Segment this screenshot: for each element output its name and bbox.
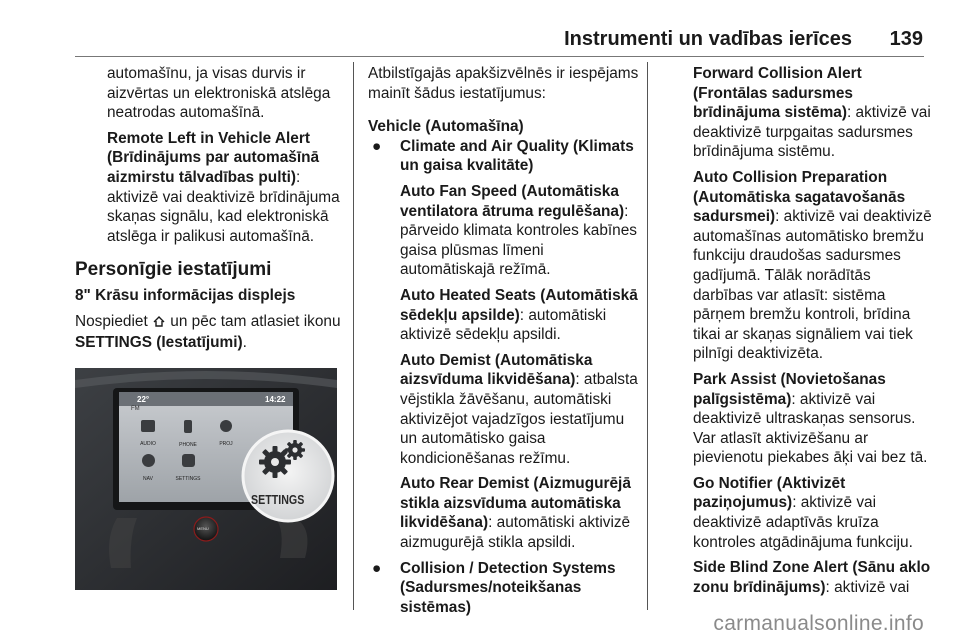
subsection-title: 8" Krāsu informācijas displejs xyxy=(75,286,296,304)
collision-bullet xyxy=(368,559,640,618)
app-projection-label: PROJ xyxy=(219,441,233,447)
app-nav[interactable] xyxy=(137,454,159,485)
zoom-settings-label: SETTINGS xyxy=(251,492,305,507)
rear-demist-desc: : automātiski aktivizē aizmugurējā stikla apsildi. xyxy=(400,514,631,552)
rear-demist-term: Auto Rear Demist (Aizmugurējā stikla aizsvīduma automātiska likvidēšana) xyxy=(400,475,631,532)
instruction-text-b: un pēc tam atlasiet ikonu xyxy=(166,312,341,330)
bullet-dot: ● xyxy=(372,137,382,155)
instruction-text-end: . xyxy=(242,334,247,352)
fan-term: Auto Fan Speed (Automātiska ventilatora ātruma regulēšana) xyxy=(400,182,625,220)
acp-entry xyxy=(693,168,933,364)
phone-icon xyxy=(184,420,192,433)
park-desc: : aktivizē vai deaktivizē ultraskaņas sensorus. Var atlasīt aktivizēšanu ar pievienotu piekabes āķi vai bez tā. xyxy=(693,390,928,467)
seats-entry xyxy=(368,286,640,345)
page-header xyxy=(0,0,960,60)
instruction-text-a: Nospiediet xyxy=(75,312,152,330)
column-1 xyxy=(75,64,343,359)
rear-demist-entry xyxy=(368,474,640,552)
screen-time: 14:22 xyxy=(265,395,286,404)
audio-icon xyxy=(141,420,155,432)
remote-alert-term: Remote Left in Vehicle Alert (Brīdinājums par automašīnā aizmirstu tālvadības pulti) xyxy=(107,129,320,186)
seats-desc: : automātiski aktivizē sēdekļu apsildi. xyxy=(400,306,607,344)
gear-icon xyxy=(255,436,311,485)
app-phone-label: PHONE xyxy=(179,442,197,448)
screen-temp: 22° xyxy=(137,395,150,404)
paragraph-continuation: automašīnu, ja visas durvis ir aizvērtas un elektroniskā atslēga neatrodas automašīnā. xyxy=(107,65,331,122)
fan-entry xyxy=(368,182,640,280)
demist-entry xyxy=(368,351,640,469)
app-phone[interactable] xyxy=(177,420,199,451)
go-desc: : aktivizē vai deaktivizē adaptīvās kruīza kontroles atgādinājuma funkciju. xyxy=(693,494,913,551)
nav-icon xyxy=(142,454,155,467)
intro-paragraph: Atbilstīgajās apakšizvēlnēs ir iespējams mainīt šādus iestatījumus: xyxy=(368,65,639,102)
column-divider-1 xyxy=(353,62,354,610)
screen-fm: FM xyxy=(131,406,140,412)
instruction-paragraph xyxy=(75,312,343,353)
infotainment-photo xyxy=(75,368,337,590)
settings-small-icon xyxy=(182,454,195,467)
app-audio[interactable] xyxy=(137,420,159,450)
go-entry xyxy=(693,474,933,552)
climate-text: Climate and Air Quality (Klimats un gaisa kvalitāte) xyxy=(400,137,634,175)
column-divider-2 xyxy=(647,62,648,610)
header-rule xyxy=(75,56,924,57)
climate-bullet xyxy=(368,137,640,176)
watermark: carmanualsonline.info xyxy=(713,612,924,635)
settings-label: SETTINGS (Iestatījumi) xyxy=(75,334,243,352)
app-projection[interactable] xyxy=(215,420,237,450)
app-nav-label: NAV xyxy=(143,476,153,482)
column-2 xyxy=(368,64,640,623)
fan-desc: : pārveido klimata kontroles kabīnes gaisa plūsmas līmeni automātiskajā režīmā. xyxy=(400,202,637,279)
remote-alert-desc: : aktivizē vai deaktivizē brīdinājuma skaņas signālu, kad elektroniskā atslēga ir palikusi automašīnā. xyxy=(107,168,340,245)
app-audio-label: AUDIO xyxy=(140,441,156,447)
bullet-dot: ● xyxy=(372,559,382,577)
side-blind-entry xyxy=(693,558,933,597)
page-number: 139 xyxy=(889,28,923,50)
collision-text: Collision / Detection Systems (Sadursmes/noteikšanas sistēmas) xyxy=(400,559,616,616)
acp-term: Auto Collision Preparation (Automātiska sagatavošanās sadursmei) xyxy=(693,168,906,226)
seats-term: Auto Heated Seats (Automātiskā sēdekļu apsilde) xyxy=(400,286,638,324)
park-entry xyxy=(693,370,933,468)
fca-desc: : aktivizē vai deaktivizē turpgaitas sadursmes brīdinājuma sistēmu. xyxy=(693,104,931,161)
go-term: Go Notifier (Aktivizēt paziņojumus) xyxy=(693,474,846,512)
vehicle-heading: Vehicle (Automašīna) xyxy=(368,118,524,136)
app-settings[interactable] xyxy=(173,454,203,485)
side-blind-desc: : aktivizē vai xyxy=(825,578,910,596)
demist-term: Auto Demist (Automātiska aizsvīduma likvidēšana) xyxy=(400,351,593,389)
acp-desc: : aktivizē vai deaktivizē automašīnas automātisko bremžu funkciju draudošas sadursmes gadījumā. Tālāk norādītās darbības var atlasīt: sistēma pārņem bremžu kontroli, brīdina tikai ar skaņas signāliem vai tiek pilnīgi deaktivizēta. xyxy=(693,208,932,363)
home-icon xyxy=(152,314,166,334)
fca-term: Forward Collision Alert (Frontālas sadursmes brīdinājuma sistēma) xyxy=(693,65,862,122)
fca-entry xyxy=(693,64,933,162)
park-term: Park Assist (Novietošanas palīgsistēma) xyxy=(693,370,886,408)
header-title: Instrumenti un vadības ierīces xyxy=(564,28,852,50)
section-title: Personīgie iestatījumi xyxy=(75,259,272,281)
projection-icon xyxy=(220,420,232,432)
menu-button-label[interactable]: MENU xyxy=(197,526,209,531)
demist-desc: : atbalsta vējstikla žāvēšanu, automātiski aktivizējot vajadzīgos iestatījumu un automātisko gaisa kondicionēšanas režīmu. xyxy=(400,371,638,467)
remote-alert-entry xyxy=(75,129,343,247)
column-3 xyxy=(693,64,933,603)
app-settings-label: SETTINGS xyxy=(175,476,201,482)
side-blind-term: Side Blind Zone Alert (Sānu aklo zonu brīdinājums) xyxy=(693,559,931,596)
